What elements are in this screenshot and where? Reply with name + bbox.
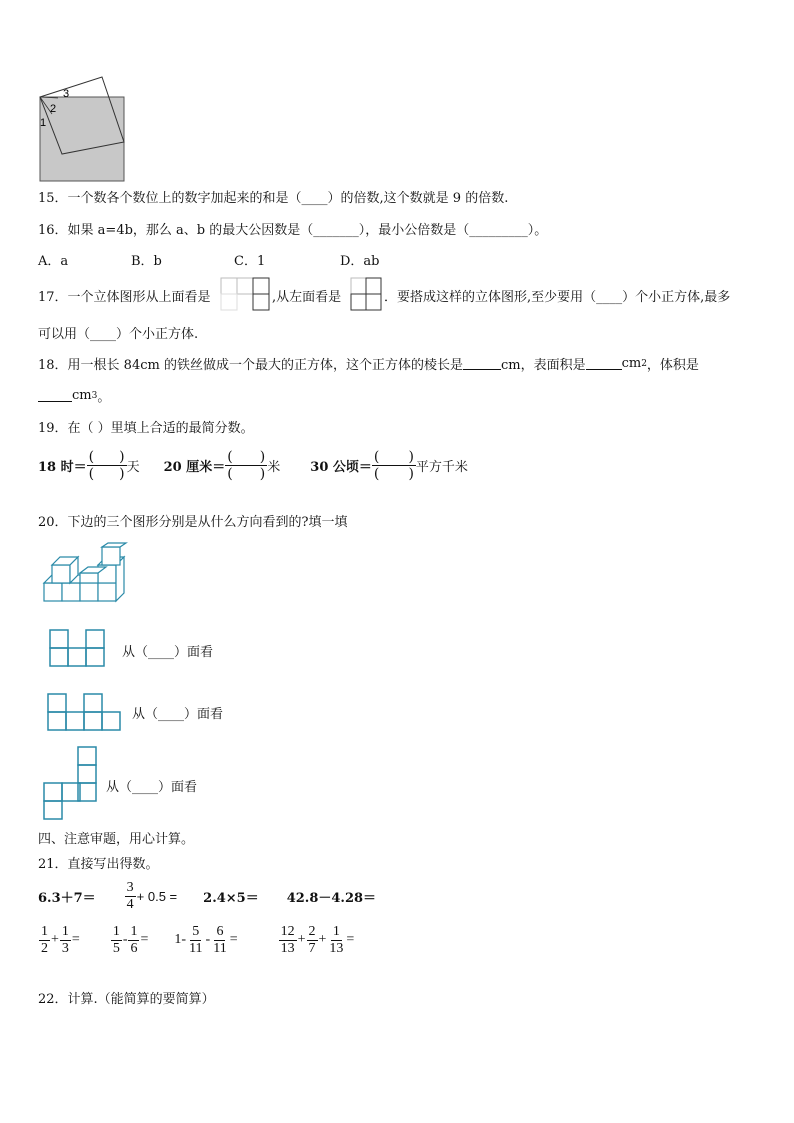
q21-row2 — [38, 920, 354, 960]
q18-text-a: 18．用一根长 84cm 的铁丝做成一个最大的正方体，这个正方体的棱长是 — [38, 358, 463, 373]
q21-r2-e1-f2: $\frac{1}{3}$ — [61, 923, 69, 956]
q19-item1-fraction[interactable]: ( ) ( ) — [88, 449, 125, 482]
q21-r2-e1-eq: = — [71, 932, 80, 947]
view-grid-3 — [42, 745, 102, 823]
section-4-title: 四、注意审题，用心计算。 — [38, 832, 195, 847]
question-17-part1: 17．一个立体图形从上面看是 — [38, 290, 211, 305]
q18-blank-edge[interactable] — [463, 357, 501, 370]
q20-view-1-label: 从（____）面看 — [122, 645, 214, 660]
q19-items — [38, 449, 468, 482]
q19-item1-left: 18 时＝ — [38, 460, 87, 475]
question-15: 15．一个数各个数位上的数字加起来的和是（____）的倍数,这个数就是 9 的倍数. — [38, 191, 509, 206]
q21-r2-e4-f1: $\frac{12}{13}$ — [280, 923, 295, 956]
q19-item3-left: 30 公顷＝ — [310, 460, 372, 475]
q21-r2-e4-f2: $\frac{2}{7}$ — [308, 923, 316, 956]
q21-r2-e3-eq: = — [229, 932, 238, 947]
q21-expr-1: 6.3＋7＝ — [38, 890, 96, 906]
angle-label-3: 3 — [63, 88, 70, 100]
q19-item3-unit: 平方千米 — [415, 460, 468, 475]
q21-r2-e3-f1: $\frac{5}{11}$ — [189, 923, 203, 956]
q21-r2-e2-f1: $\frac{1}{5}$ — [112, 923, 120, 956]
question-22: 22．计算.（能简算的要简算） — [38, 992, 215, 1007]
q21-r2-e2-f2: $\frac{1}{6}$ — [130, 923, 138, 956]
q18-sup3: 3 — [91, 390, 98, 401]
q20-view-3-label: 从（____）面看 — [106, 780, 198, 795]
angle-label-2: 2 — [50, 103, 57, 115]
q21-row1 — [38, 878, 376, 914]
q18-text-e: cm — [72, 388, 92, 403]
q16-option-b[interactable]: B．b — [131, 254, 162, 269]
q16-option-d[interactable]: D．ab — [340, 254, 380, 269]
question-19: 19．在（ ）里填上合适的最简分数。 — [38, 421, 254, 436]
q19-item1-unit: 天 — [126, 460, 140, 475]
q19-item2-left: 20 厘米＝ — [163, 460, 226, 475]
q16-option-a[interactable]: A．a — [38, 254, 69, 269]
angle-label-1: 1 — [40, 117, 47, 129]
q21-r2-e4-op1: + — [297, 932, 306, 947]
q21-expr-2-rest: + 0.5 = — [136, 888, 178, 904]
q21-r2-e3-f2: $\frac{6}{11}$ — [213, 923, 227, 956]
q21-r2-e4-op2: + — [318, 932, 327, 947]
question-20: 20．下边的三个图形分别是从什么方向看到的?填一填 — [38, 515, 348, 530]
question-17-line2: 可以用（____）个小正方体. — [38, 327, 199, 342]
q21-r2-e3-op: - — [205, 932, 211, 947]
q18-text-f: 。 — [97, 390, 111, 405]
q19-item2-fraction[interactable]: ( ) ( ) — [227, 449, 266, 482]
q18-text-c: cm — [621, 356, 642, 371]
q21-r2-e4-f3: $\frac{1}{13}$ — [329, 923, 344, 956]
top-view-grid — [220, 277, 272, 313]
question-17-part3: ．要搭成这样的立体图形,至少要用（____）个小正方体,最多 — [384, 290, 731, 305]
cube-figure — [40, 543, 130, 607]
q18-blank-area[interactable] — [586, 357, 622, 370]
q18-text-b: cm，表面积是 — [500, 358, 586, 373]
q21-r2-e3-lead: 1- — [174, 932, 187, 947]
q21-expr-4: 42.8－4.28＝ — [286, 890, 377, 906]
q21-expr-3: 2.4×5＝ — [203, 890, 259, 906]
question-18-line1 — [38, 354, 699, 373]
q19-item2-unit: 米 — [267, 460, 281, 475]
q20-view-2-label: 从（____）面看 — [132, 707, 224, 722]
question-16: 16．如果 a=4b，那么 a、b 的最大公因数是（_______），最小公倍数是（_________）。 — [38, 223, 548, 238]
q21-r2-e1-f1: $\frac{1}{2}$ — [41, 923, 48, 956]
q16-option-c[interactable]: C．1 — [234, 254, 266, 269]
question-17-part2: ,从左面看是 — [272, 290, 342, 305]
q21-r2-e1-op: + — [51, 932, 59, 947]
left-view-grid — [350, 277, 384, 313]
q18-sup2: 2 — [641, 358, 647, 369]
q21-frac-3-4: $\frac{3}{4}$ — [126, 879, 134, 912]
q18-text-d: ，体积是 — [646, 358, 699, 373]
q21-r2-e4-eq: = — [346, 932, 355, 947]
rotated-squares-diagram — [38, 72, 138, 182]
q21-r2-e2-eq: = — [140, 932, 149, 947]
question-21: 21．直接写出得数。 — [38, 857, 159, 872]
q21-r2-e2-op: - — [122, 932, 128, 947]
view-grid-1 — [48, 628, 108, 668]
question-18-line2 — [38, 386, 110, 405]
q19-item3-fraction[interactable]: ( ) ( ) — [373, 449, 414, 482]
q18-blank-volume[interactable] — [38, 389, 72, 402]
view-grid-2 — [46, 692, 126, 732]
